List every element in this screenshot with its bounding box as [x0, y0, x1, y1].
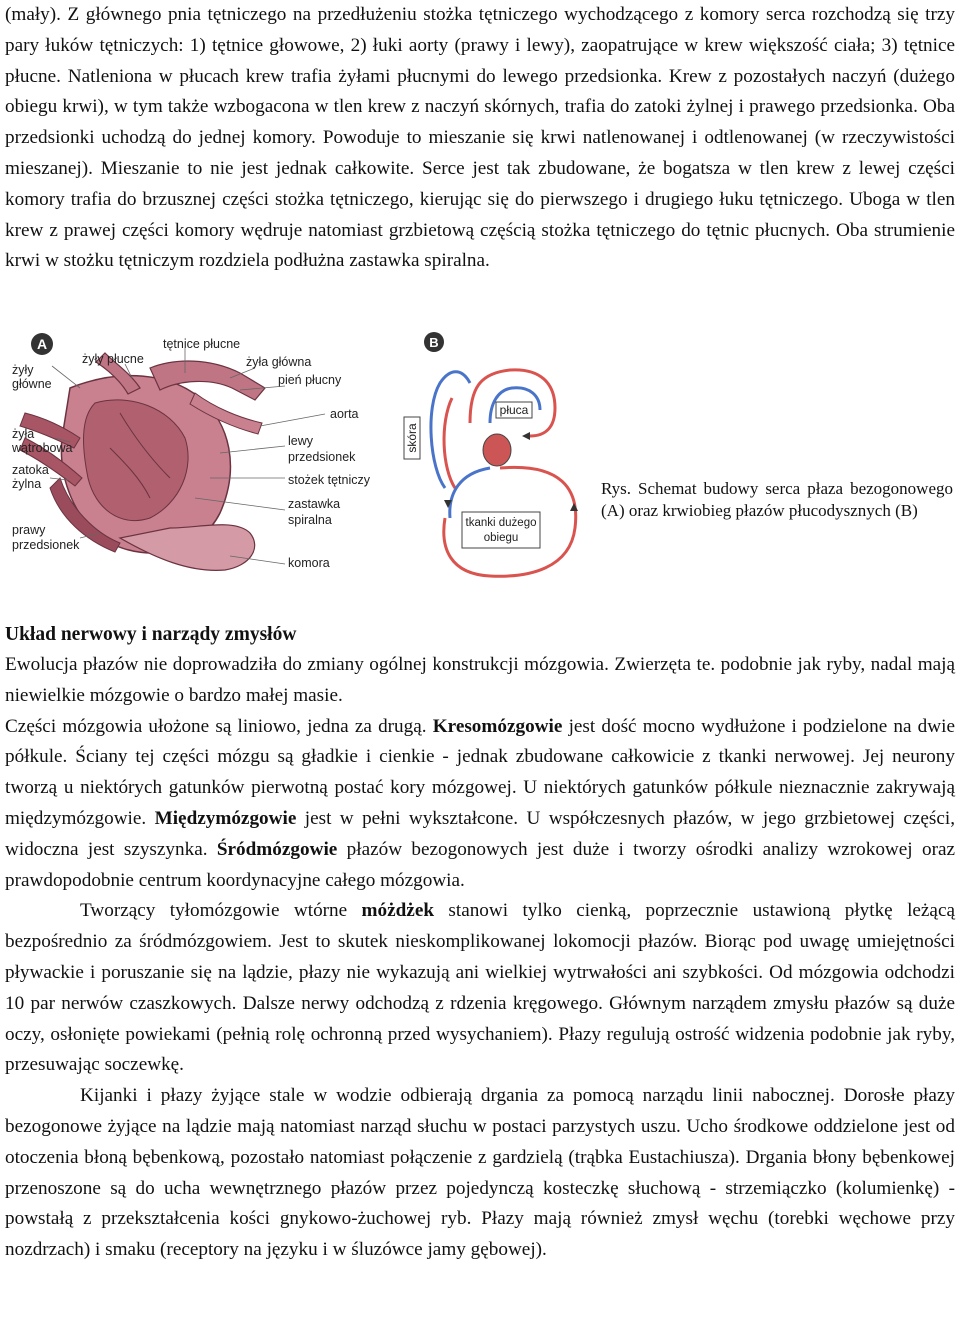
- label-zyla-watrobowa-1: żyła: [12, 427, 35, 441]
- term-srodmozgowie: Śródmózgowie: [216, 838, 338, 860]
- nervous-system-section: [0, 620, 960, 1266]
- label-zatoka-zylna-1: zatoka: [12, 463, 49, 477]
- paragraph-4: Kijanki i płazy żyjące stale w wodzie odbierają drgania za pomocą narządu linii nabocznej. Dorosłe płazy bezogonowe żyjące na lądzie mają natomiast narząd słuchu w postaci parzystych uszu. Ucho środkowe oddzielone jest od otoczenia błoną bębenkową, pozostało natomiast połączenie z gardzielą (trąbka Eustachiusza). Drgania błony bębenkowej przenoszone są do ucha wewnętrznego płazów przez pojedynczą kosteczkę słuchową - strzemiączko (kolumienkę) - powstałą z przekształcenia kości gnykowo-żuchowej ryb. Płazy mają również zmysł węchu (torebki węchowe przy nozdrzach) i smaku (receptory na języku i w śluzówce jamy gębowej).: [5, 1085, 955, 1261]
- label-aorta: aorta: [330, 407, 359, 421]
- label-lewy-przedsionek-1: lewy: [288, 434, 314, 448]
- figure: [0, 328, 960, 596]
- section-heading: Układ nerwowy i narządy zmysłów: [5, 624, 297, 645]
- label-zastawka-2: spiralna: [288, 513, 332, 527]
- label-zyly-plucne: żyły płucne: [82, 352, 144, 366]
- label-zatoka-zylna-2: żylna: [12, 477, 42, 491]
- paragraph-1: Ewolucja płazów nie doprowadziła do zmiany ogólnej konstrukcji mózgowia. Zwierzęta te. podobnie jak ryby, nadal mają niewielkie mózgowie o bardzo małej masie.: [5, 654, 955, 706]
- label-zyla-glowna: żyła główna: [246, 355, 312, 369]
- term-kresomozgowie: Kresomózgowie: [432, 715, 563, 737]
- paragraph-3: Tworzący tyłomózgowie wtórne móżdżek stanowi tylko cienką, poprzecznie ustawioną płytkę leżącą bezpośrednio za śródmózgowiem. Jest to skutek nieskomplikowanej lokomocji płazów. Biorąc pod uwagę umiejętności pływackie i poruszanie się na lądzie, płazy nie wykazują ani wielkiej wytrwałości ani szybkości. Od mózgowia odchodzi 10 par nerwów czaszkowych. Dalsze nerwy odchodzą z rdzenia kręgowego. Głównym narządem zmysłu płazów są duże oczy, osłonięte powiekami (pełnią rolę ochronną przed wysychaniem). Płazy regulują ostrość widzenia podobnie jak ryby, przesuwając soczewkę.: [5, 900, 955, 1076]
- label-lewy-przedsionek-2: przedsionek: [288, 450, 356, 464]
- label-pluca: płuca: [499, 403, 529, 417]
- label-tetnice-plucne: tętnice płucne: [163, 337, 241, 351]
- label-stozek: stożek tętniczy: [288, 473, 370, 487]
- label-zastawka-1: zastawka: [288, 497, 341, 511]
- label-prawy-przedsionek-2: przedsionek: [12, 538, 80, 552]
- intro-block: [0, 0, 960, 277]
- label-pien-plucny: pień płucny: [278, 373, 342, 387]
- label-tkanki-1: tkanki dużego: [465, 517, 537, 529]
- figure-caption: Rys. Schemat budowy serca płaza bezogonowego (A) oraz krwiobieg płazów płucodysznych (B): [601, 479, 953, 520]
- label-zyly-glowne-2: główne: [12, 377, 52, 391]
- figure-illustration: [0, 328, 600, 596]
- label-komora: komora: [288, 556, 330, 570]
- label-zyly-glowne-1: żyły: [12, 363, 34, 377]
- label-skora: skóra: [405, 423, 419, 453]
- term-miedzymozgowie: Międzymózgowie: [154, 807, 297, 829]
- panel-a-letter: A: [36, 336, 48, 352]
- term-mozdzek: móżdżek: [361, 900, 435, 922]
- paragraph-2: Części mózgowia ułożone są liniowo, jedna za drugą. Kresomózgowie jest dość mocno wydłużone i podzielone na dwie półkule. Ściany tej części mózgu są gładkie i cienkie - jednak zbudowane całkowicie z tkanki nerwowej. Jej neurony tworzą u niektórych gatunków pierwotną postać kory mózgowej. U niektórych gatunków półkule nieznacznie zakrywają międzymózgowie. Międzymózgowie jest w pełni wykształcone. U współczesnych płazów, w jego grzbietowej części, widoczna jest szyszynka. Śródmózgowie płazów bezogonowych jest duże i tworzy ośrodki analizy wzrokowej oraz prawdopodobnie centrum koordynacyjne całego mózgowia.: [5, 715, 955, 891]
- intro-paragraph: (mały). Z głównego pnia tętniczego na przedłużeniu stożka tętniczego wychodzącego z komory serca rozchodzą się trzy pary łuków tętniczych: 1) tętnice głowowe, 2) łuki aorty (prawy i lewy), zaopatrujące w krew większość ciała; 3) tętnice płucne. Natleniona w płucach krew trafia żyłami płucnymi do lewego przedsionka. Krew z pozostałych naczyń (dużego obiegu krwi), w tym także wzbogacona w tlen krew z naczyń skórnych, trafia do zatoki żylnej i prawego przedsionka. Oba przedsionki uchodzą do jednej komory. Powoduje to mieszanie się krwi natlenowanej i odtlenowanej (w rzeczywistości mieszanej). Mieszanie to nie jest jednak całkowite. Serce jest tak zbudowane, że bogatsza w tlen krew z lewej części komory trafia do brzusznej części stożka tętniczego, kierując się do pierwszego i drugiego łuku tętniczego. Uboga w tlen krew z prawej części komory wędruje natomiast grzbietową częścią stożka tętniczego do tętnic płucnych. Oba strumienie krwi w stożku tętniczym rozdziela podłużna zastawka spiralna.: [5, 4, 955, 272]
- label-zyla-watrobowa-2: wątrobowa: [12, 441, 73, 455]
- label-prawy-przedsionek-1: prawy: [12, 523, 46, 537]
- label-tkanki-2: obiegu: [483, 532, 519, 544]
- panel-b-letter: B: [429, 335, 439, 350]
